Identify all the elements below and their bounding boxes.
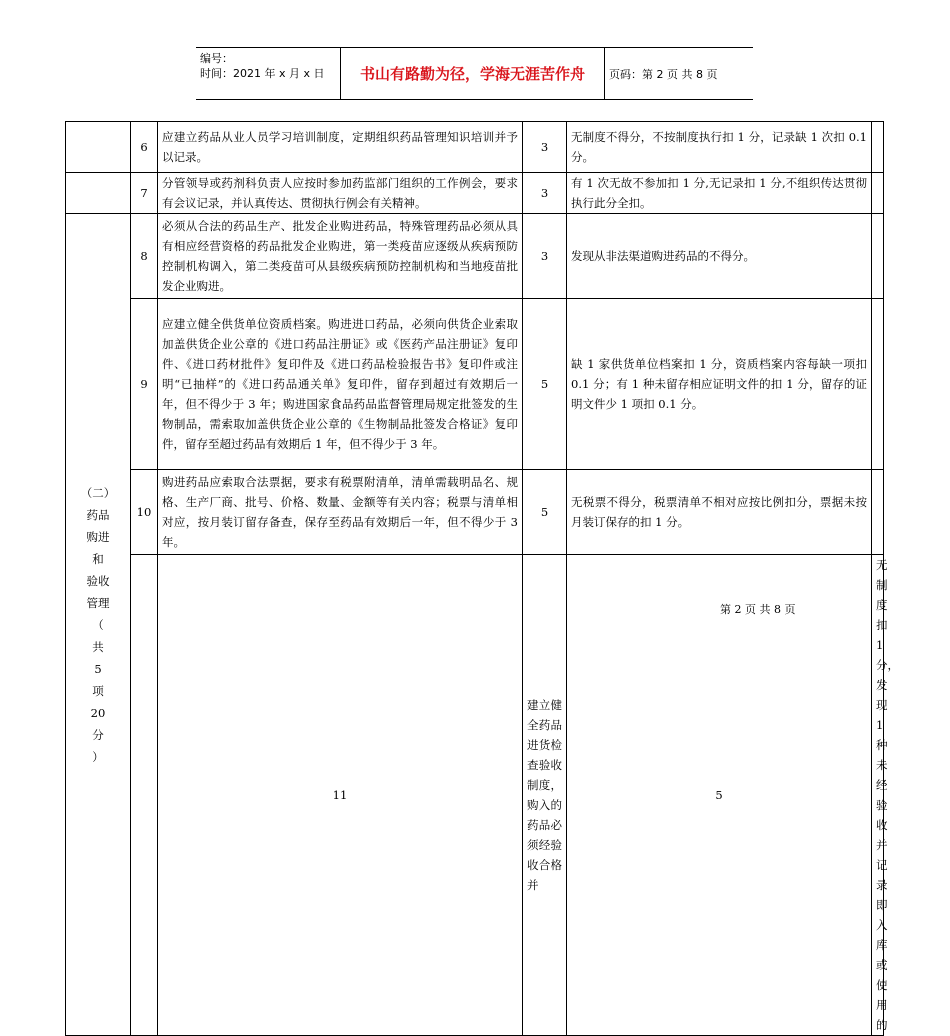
category-cell-empty bbox=[66, 122, 131, 173]
category-line: （二） bbox=[80, 485, 116, 500]
item-score: 5 bbox=[523, 299, 567, 470]
item-standard: 缺 1 家供货单位档案扣 1 分，资质档案内容每缺一项扣 0.1 分；有 1 种未留存相应证明文件的扣 1 分，留存的证明文件少 1 项扣 0.1 分。 bbox=[567, 299, 872, 470]
item-standard: 无制度扣 1 分，发现 1 种未经验收并记录即入库或使用的 bbox=[872, 555, 884, 1036]
table-row bbox=[66, 214, 884, 299]
item-extra bbox=[872, 122, 884, 173]
item-content: 必须从合法的药品生产、批发企业购进药品，特殊管理药品必须从具有相应经营资格的药品批发企业购进，第一类疫苗应逐级从疾病预防控制机构调入，第二类疫苗可从县级疾病预防控制机构和当地疫苗批发企业购进。 bbox=[158, 214, 523, 299]
category-line: 购进 bbox=[86, 529, 110, 544]
category-cell-empty bbox=[131, 555, 158, 1036]
item-extra bbox=[872, 173, 884, 214]
page-footer: 第 2 页 共 8 页 bbox=[720, 603, 796, 616]
item-number: 7 bbox=[131, 173, 158, 214]
category-line: ） bbox=[92, 749, 104, 764]
category-cell bbox=[66, 214, 131, 1036]
inspection-table bbox=[65, 121, 899, 1036]
item-content: 应建立健全供货单位资质档案。购进进口药品，必须向供货企业索取加盖供货企业公章的《进口药品注册证》或《医药产品注册证》复印件、《进口药材批件》复印件及《进口药品检验报告书》复印件或注明“已抽样”的《进口药品通关单》复印件，留存到超过有效期后一年，但不得少于 3 年；购进国家食品药品监督管理局规定批签发的生物制品，需索取加盖供货企业公章的《生物制品批签发合格证》复印件，留存至超过药品有效期后 1 年，但不得少于 3 年。 bbox=[158, 299, 523, 470]
category-line: 药品 bbox=[86, 507, 110, 522]
header-meta bbox=[200, 51, 340, 81]
header-page-info: 页码：第 2 页 共 8 页 bbox=[609, 67, 718, 81]
header-divider bbox=[604, 48, 605, 99]
item-standard: 有 1 次无故不参加扣 1 分,无记录扣 1 分,不组织传达贯彻执行此分全扣。 bbox=[567, 173, 872, 214]
item-score: 3 bbox=[523, 214, 567, 299]
header-motto: 书山有路勤为径，学海无涯苦作舟 bbox=[359, 65, 585, 83]
table-row bbox=[66, 122, 884, 173]
category-line: 项 bbox=[92, 683, 104, 698]
item-content: 应建立药品从业人员学习培训制度，定期组织药品管理知识培训并予以记录。 bbox=[158, 122, 523, 173]
item-score: 5 bbox=[567, 555, 872, 1036]
header-time-label: 时间：2021 年 x 月 x 日 bbox=[200, 67, 325, 80]
category-line: 共 bbox=[92, 639, 104, 654]
table-row bbox=[66, 470, 884, 555]
category-line: 分 bbox=[92, 727, 104, 742]
table-row bbox=[66, 173, 884, 214]
item-standard: 发现从非法渠道购进药品的不得分。 bbox=[567, 214, 872, 299]
item-number: 8 bbox=[131, 214, 158, 299]
item-score: 5 bbox=[523, 470, 567, 555]
category-line: 验收 bbox=[86, 573, 110, 588]
item-number: 9 bbox=[131, 299, 158, 470]
category-line: 管理 bbox=[86, 595, 110, 610]
item-number: 6 bbox=[131, 122, 158, 173]
item-number: 11 bbox=[158, 555, 523, 1036]
category-line: 和 bbox=[92, 551, 104, 566]
item-standard: 无制度不得分，不按制度执行扣 1 分，记录缺 1 次扣 0.1 分。 bbox=[567, 122, 872, 173]
item-number: 10 bbox=[131, 470, 158, 555]
category-line: 20 bbox=[90, 705, 106, 720]
table-row bbox=[66, 555, 884, 1036]
item-score: 3 bbox=[523, 122, 567, 173]
category-cell-empty bbox=[66, 173, 131, 214]
table-row bbox=[66, 299, 884, 470]
item-extra bbox=[872, 299, 884, 470]
item-extra bbox=[872, 470, 884, 555]
item-standard: 无税票不得分，税票清单不相对应按比例扣分，票据未按月装订保存的扣 1 分。 bbox=[567, 470, 872, 555]
item-content: 建立健全药品进货检查验收制度，购入的药品必须经验收合格并 bbox=[523, 555, 567, 1036]
item-score: 3 bbox=[523, 173, 567, 214]
page-header bbox=[196, 47, 753, 100]
header-id-label: 编号： bbox=[200, 52, 233, 65]
item-content: 购进药品应索取合法票据，要求有税票附清单，清单需载明品名、规格、生产厂商、批号、价格、数量、金额等有关内容；税票与清单相对应，按月装订留存备查，保存至药品有效期后一年，但不得少于 3 年。 bbox=[158, 470, 523, 555]
item-extra bbox=[872, 214, 884, 299]
category-line: 5 bbox=[94, 661, 102, 676]
item-content: 分管领导或药剂科负责人应按时参加药监部门组织的工作例会，要求有会议记录，并认真传达、贯彻执行例会有关精神。 bbox=[158, 173, 523, 214]
category-line: （ bbox=[92, 617, 104, 632]
